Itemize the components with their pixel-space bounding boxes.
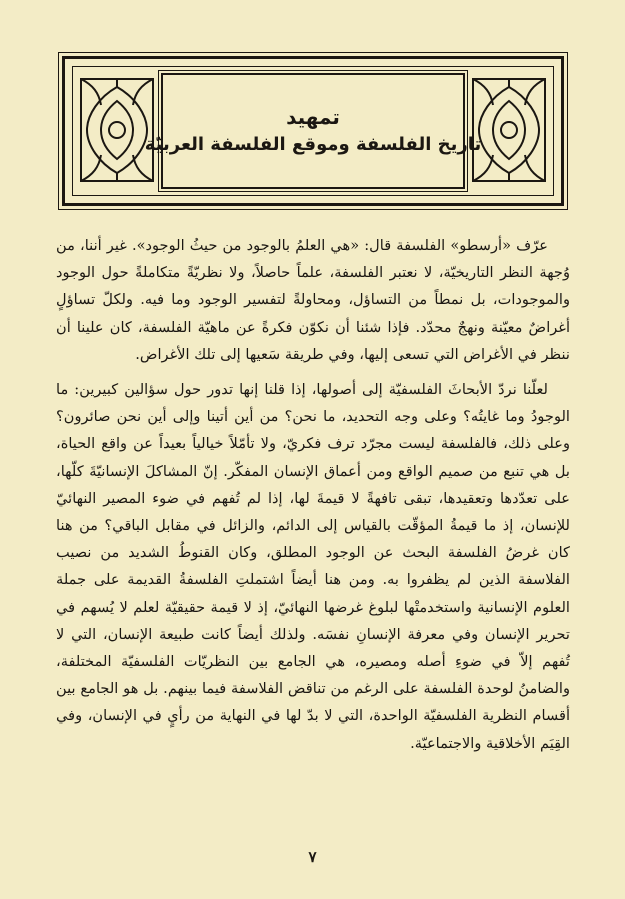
chapter-heading: تمهيد xyxy=(286,105,340,129)
header-frame xyxy=(62,56,564,206)
paragraph: لعلّنا نردّ الأبحاثَ الفلسفيّة إلى أصولها، إذا قلنا إنها تدور حول سؤالين كبيرين: ما الوجودُ وما غايتُه؟ وعلى وجه التحديد، ما نحن؟ من أين أتينا وإلى أين نحن صائرون؟ وعلى ذلك، فالفلسفة ليست مجرّد ترف فكريّ، ولا تأمّلاً خيالياً بعيداً عن واقع الحياة، بل هي تنبع من صميم الواقع ومن أعماق الإنسان المفكّر. إنّ المشاكلَ الإنسانيّةَ كلّها، على تعدّدها وتعقيدها، تبقى تافهةً لا قيمةَ لها، إذا لم تُفهم في ضوء المصير النهائيّ للإنسان، إذ ما قيمةُ المؤقّت بالقياس إلى الدائم، والزائل في مقابل الباقي؟ من هنا كان غرضُ الفلسفة البحث عن الوجود المطلق، وكان القنوطُ الشديد من نصيب الفلاسفة الذين لم يظفروا به. ومن هنا أيضاً اشتملتِ الفلسفةُ القديمة على جملة العلوم الإنسانية واستخدمتْها لبلوغ غرضها النهائيّ، إذ لا قيمة حقيقيّة لعلم لا يُسهم في تحرير الإنسان وفي معرفة الإنسانِ نفسَه. ولذلك أيضاً كانت طبيعة الإنسان، التي لا تُفهم إلاّ في ضوءِ أصله ومصيره، هي الجامع بين النظريّات الفلسفيّة المختلفة، والضامنُ لوحدة الفلسفة على الرغم من تناقض الفلاسفة فيما بينهم. بل هو الجامع بين أقسام النظرية الفلسفيّة الواحدة، التي لا بدّ لها في النهاية من رأيٍ في الإنسان، وفي القِيَم الأخلاقية والاجتماعيّة. xyxy=(56,381,570,752)
arabesque-ornament-icon xyxy=(469,75,549,185)
arabesque-ornament-icon xyxy=(77,75,157,185)
chapter-subheading: تاريخ الفلسفة وموقع الفلسفة العربيّة xyxy=(144,134,482,155)
paragraph: عرّف «أرسطو» الفلسفة قال: «هي العلمُ بالوجود من حيثُ الوجود». غير أننا، من وُجهة النظر التاريخيّة، لا نعتبر الفلسفة، علماً حاصلاً، ولا نظريّةً متكاملةً حول الوجود والموجودات، بل نمطاً من التساؤل، ومحاولةً لتفسير الوجود وما فيه. ولكلّ تساؤلٍ أغراضٌ معيّنة ونهجٌ محدّد. فإذا شئنا أن نكوّن فكرةً عن ماهيّة الفلسفة، كان علينا أن ننظر في الأغراض التي تسعى إليها، وفي طريقة سَعيها إلى تلك الأغراض. xyxy=(56,237,570,363)
title-box xyxy=(144,73,482,189)
page-number: ٧ xyxy=(308,848,317,866)
body-text xyxy=(56,232,570,757)
